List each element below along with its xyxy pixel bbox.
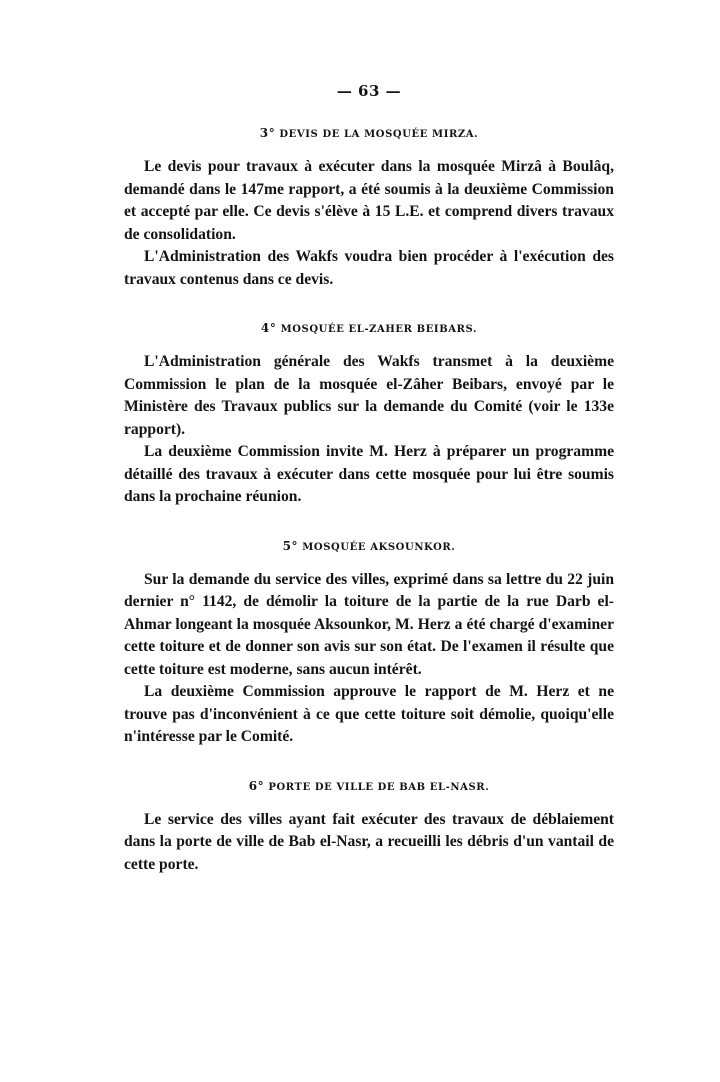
document-page [124,82,614,906]
section-heading [124,126,614,140]
section-heading [124,321,614,335]
section-number: 5° [282,538,299,553]
paragraph: La deuxième Commission invite M. Herz à préparer un programme détaillé des travaux à exécuter dans cette mosquée pour lui être soumis dans la prochaine réunion. [124,443,614,505]
section-title: DEVIS DE LA MOSQUÉE MIRZA. [279,129,479,140]
section-heading [124,539,614,553]
paragraph: La deuxième Commission approuve le rapport de M. Herz et ne trouve pas d'inconvénient à ce que cette toiture soit démolie, quoiqu'elle n'intéresse par le Comité. [124,683,614,745]
paragraph: Le service des villes ayant fait exécuter des travaux de déblaiement dans la porte de ville de Bab el-Nasr, a recueilli les débris d'un vantail de cette porte. [124,810,614,873]
paragraph: Sur la demande du service des villes, exprimé dans sa lettre du 22 juin dernier n° 1142, de démolir la toiture de la partie de la rue Darb el-Ahmar longeant la mosquée Aksounkor, M. Herz a été chargé d'examiner cette toiture et de donner son avis sur son état. De l'examen il résulte que cette toiture est moderne, sans aucun intérêt. [124,570,614,678]
page-number: — 63 — [336,82,402,100]
paragraph: Le devis pour travaux à exécuter dans la mosquée Mirzâ à Boulâq, demandé dans le 147me rapport, a été soumis à la deuxième Commission et accepté par elle. Ce devis s'élève à 15 L.E. et comprend divers travaux de consolidation. [124,158,614,243]
section-number: 3° [259,126,276,140]
section-porte-bab-el-nasr [124,779,614,877]
section-number: 4° [260,321,277,335]
section-mosquee-mirza [124,126,614,291]
paragraph: L'Administration générale des Wakfs transmet à la deuxième Commission le plan de la mosquée el-Zâher Beibars, envoyé par le Ministère des Travaux publics sur la demande du Comité (voir le 133e rapport). [124,353,614,438]
paragraph: L'Administration des Wakfs voudra bien procéder à l'exécution des travaux contenus dans ce devis. [124,248,614,288]
section-heading [124,779,614,793]
section-title: PORTE DE VILLE DE BAB EL-NASR. [268,781,490,793]
section-number: 6° [248,778,265,793]
section-title: MOSQUÉE EL-ZAHER BEIBARS. [280,324,478,335]
section-mosquee-el-zaher-beibars [124,321,614,509]
section-mosquee-aksounkor [124,539,614,749]
section-title: MOSQUÉE AKSOUNKOR. [302,541,456,553]
